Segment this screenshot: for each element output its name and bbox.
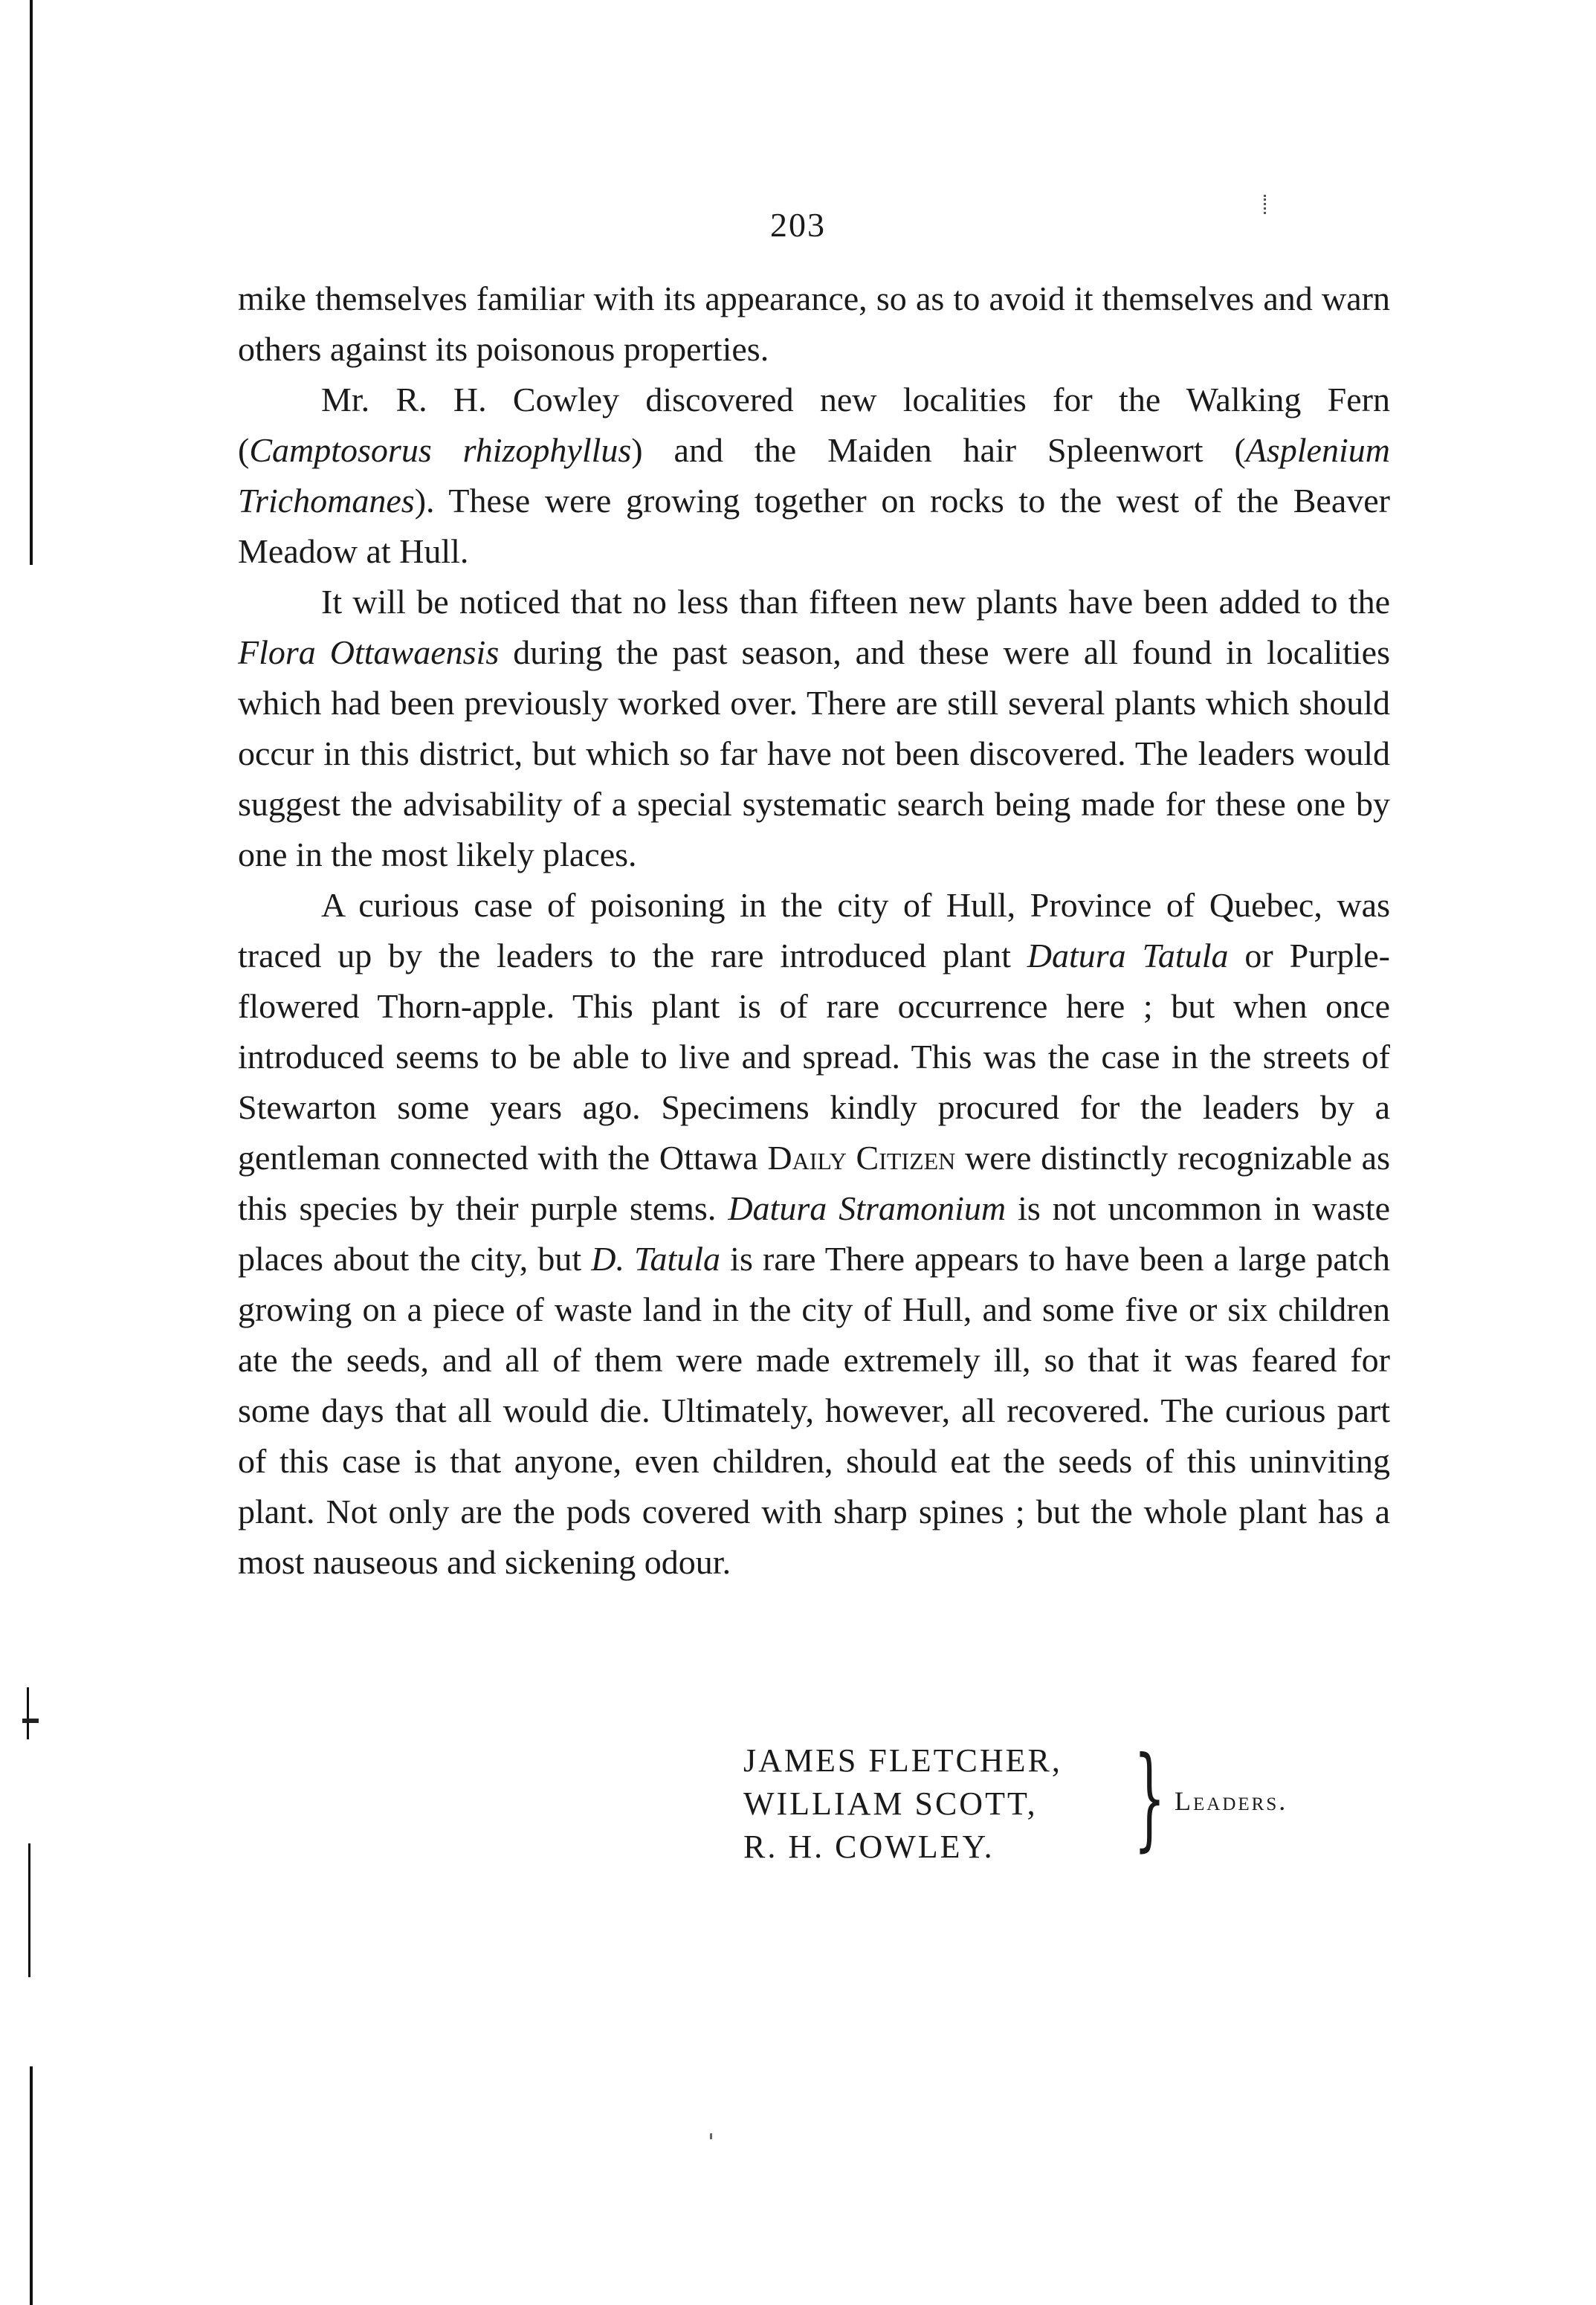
paragraph — [238, 274, 1390, 375]
text-run: ) and the Maiden hair Spleenwort ( — [631, 431, 1246, 469]
paragraph — [238, 375, 1390, 577]
leader-name: WILLIAM SCOTT, — [743, 1785, 1038, 1822]
text-run: or Purple-flowered Thorn-apple. This plant is of rare occurrence here ; but when once introduced seems to be able to live and spread. This was the case in the streets of Stewarton some years ago. Specimens kindly procured for the leaders by a gentleman connected with the Ottawa — [238, 937, 1391, 1177]
text-run: is rare There appears to have been a large patch growing on a piece of waste land in the city of Hull, and some five or six children ate the seeds, and all of them were made extremely ill, so that it was feared for some days that all would die. Ultimately, however, all recovered. The curious part of this case is that anyone, even children, should eat the seeds of this uninviting plant. Not only are the pods covered with sharp spines ; but the whole plant has a most nauseous and sickening odour. — [238, 1240, 1390, 1581]
text-run: is not uncommon in waste places about the city, but — [238, 1189, 1390, 1278]
brace-symbol: } — [1134, 1733, 1166, 1863]
smallcaps-term: Daily Citizen — [767, 1139, 956, 1177]
italic-term: Camptosorus rhizophyllus — [249, 431, 632, 469]
signature-block — [743, 1733, 1383, 1881]
italic-term: Datura Stramonium — [728, 1189, 1007, 1227]
page-number: 203 — [770, 206, 826, 244]
text-run: Mr. R. H. Cowley discovered new localities for the Walking Fern ( — [238, 381, 1390, 469]
italic-term: Flora Ottawaensis — [238, 633, 500, 671]
scan-speck — [710, 2133, 712, 2139]
scan-edge-line — [30, 2066, 33, 2305]
leader-name: JAMES FLETCHER, — [743, 1742, 1062, 1779]
text-run: during the past season, and these were all found in localities which had been previously worked over. There are still several plants which should occur in this district, but which so far have not been discovered. The leaders would suggest the advisability of a special systematic search being made for these one by one in the most likely places. — [238, 633, 1390, 873]
text-run: mike themselves familiar with its appearance, so as to avoid it themselves and warn others against its poisonous properties. — [238, 279, 1390, 368]
text-run: It will be noticed that no less than fifteen new plants have been added to the — [321, 583, 1390, 621]
italic-term: Asplenium Trichomanes — [238, 431, 1390, 520]
leaders-label: Leaders. — [1175, 1786, 1288, 1816]
text-run: A curious case of poisoning in the city of Hull, Province of Quebec, was traced up by the leaders to the rare introduced plant — [238, 886, 1390, 974]
scan-edge-line — [30, 0, 33, 565]
scan-edge-line — [28, 1843, 30, 1977]
paragraph — [238, 880, 1390, 1588]
leader-name: R. H. COWLEY. — [743, 1829, 995, 1865]
scan-edge-line — [27, 1687, 29, 1739]
leader-names — [743, 1739, 1062, 1869]
text-run: were distinctly recognizable as this species by their purple stems. — [238, 1139, 1390, 1227]
italic-term: Datura Tatula — [1027, 937, 1229, 974]
scan-edge-mark — [22, 1719, 39, 1723]
body-text — [238, 274, 1390, 1588]
text-run: ). These were growing together on rocks to the west of the Beaver Meadow at Hull. — [238, 482, 1390, 570]
italic-term: D. Tatula — [591, 1240, 721, 1278]
paragraph — [238, 577, 1390, 880]
